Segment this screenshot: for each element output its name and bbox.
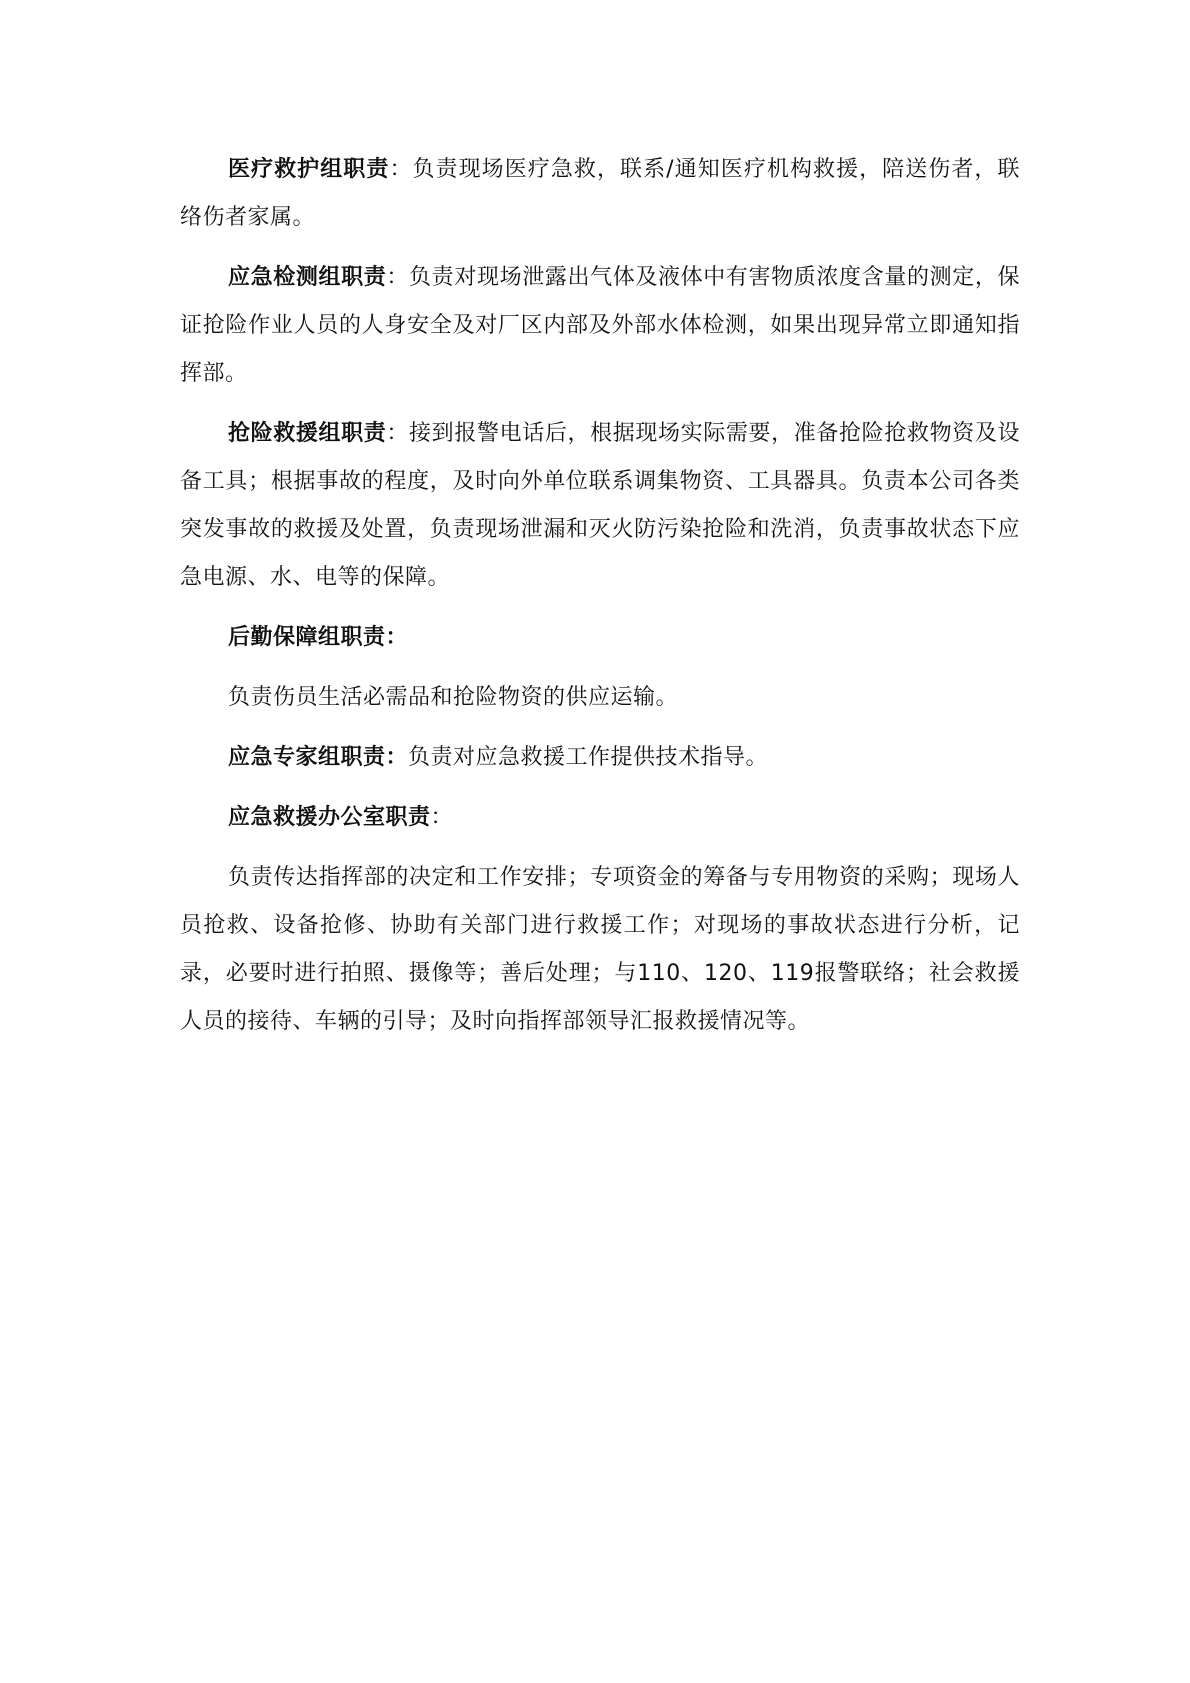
paragraph-medical-team [180,146,1020,242]
paragraph-logistics-body [180,674,1020,722]
paragraph-text: ：接到报警电话后，根据现场实际需要，准备抢险抢救物资及设备工具；根据事故的程度，及时向外单位联系调集物资、工具器具。负责本公司各类突发事故的救援及处置，负责现场泄漏和灭火防污染抢险和洗消，负责事故状态下应急电源、水、电等的保障。 [180,421,1020,590]
paragraph-heading: 抢险救援组职责 [228,421,387,446]
paragraph-office-heading [180,794,1020,842]
paragraph-heading: 后勤保障组职责： [228,625,409,650]
paragraph-heading: 应急救援办公室职责 [228,805,431,830]
paragraph-text: ：负责对现场泄露出气体及液体中有害物质浓度含量的测定，保证抢险作业人员的人身安全及对厂区内部及外部水体检测，如果出现异常立即通知指挥部。 [180,265,1020,386]
paragraph-expert-team [180,734,1020,782]
paragraph-heading: 应急专家组职责： [228,745,409,770]
paragraph-monitoring-team [180,254,1020,398]
paragraph-text: 负责对应急救援工作提供技术指导。 [408,745,769,770]
document-body [180,146,1020,1058]
paragraph-rescue-team [180,410,1020,602]
paragraph-heading: 医疗救护组职责 [228,157,390,182]
paragraph-text: 负责传达指挥部的决定和工作安排；专项资金的筹备与专用物资的采购；现场人员抢救、设备抢修、协助有关部门进行救援工作；对现场的事故状态进行分析，记录，必要时进行拍照、摄像等；善后处理；与110、120、119报警联络；社会救援人员的接待、车辆的引导；及时向指挥部领导汇报救援情况等。 [180,865,1020,1034]
paragraph-text: 负责伤员生活必需品和抢险物资的供应运输。 [228,685,679,710]
paragraph-heading: 应急检测组职责 [228,265,387,290]
paragraph-logistics-heading [180,614,1020,662]
paragraph-office-body [180,854,1020,1046]
paragraph-text: ： [430,805,454,830]
paragraph-text: ：负责现场医疗急救，联系/通知医疗机构救援，陪送伤者，联络伤者家属。 [180,157,1020,230]
